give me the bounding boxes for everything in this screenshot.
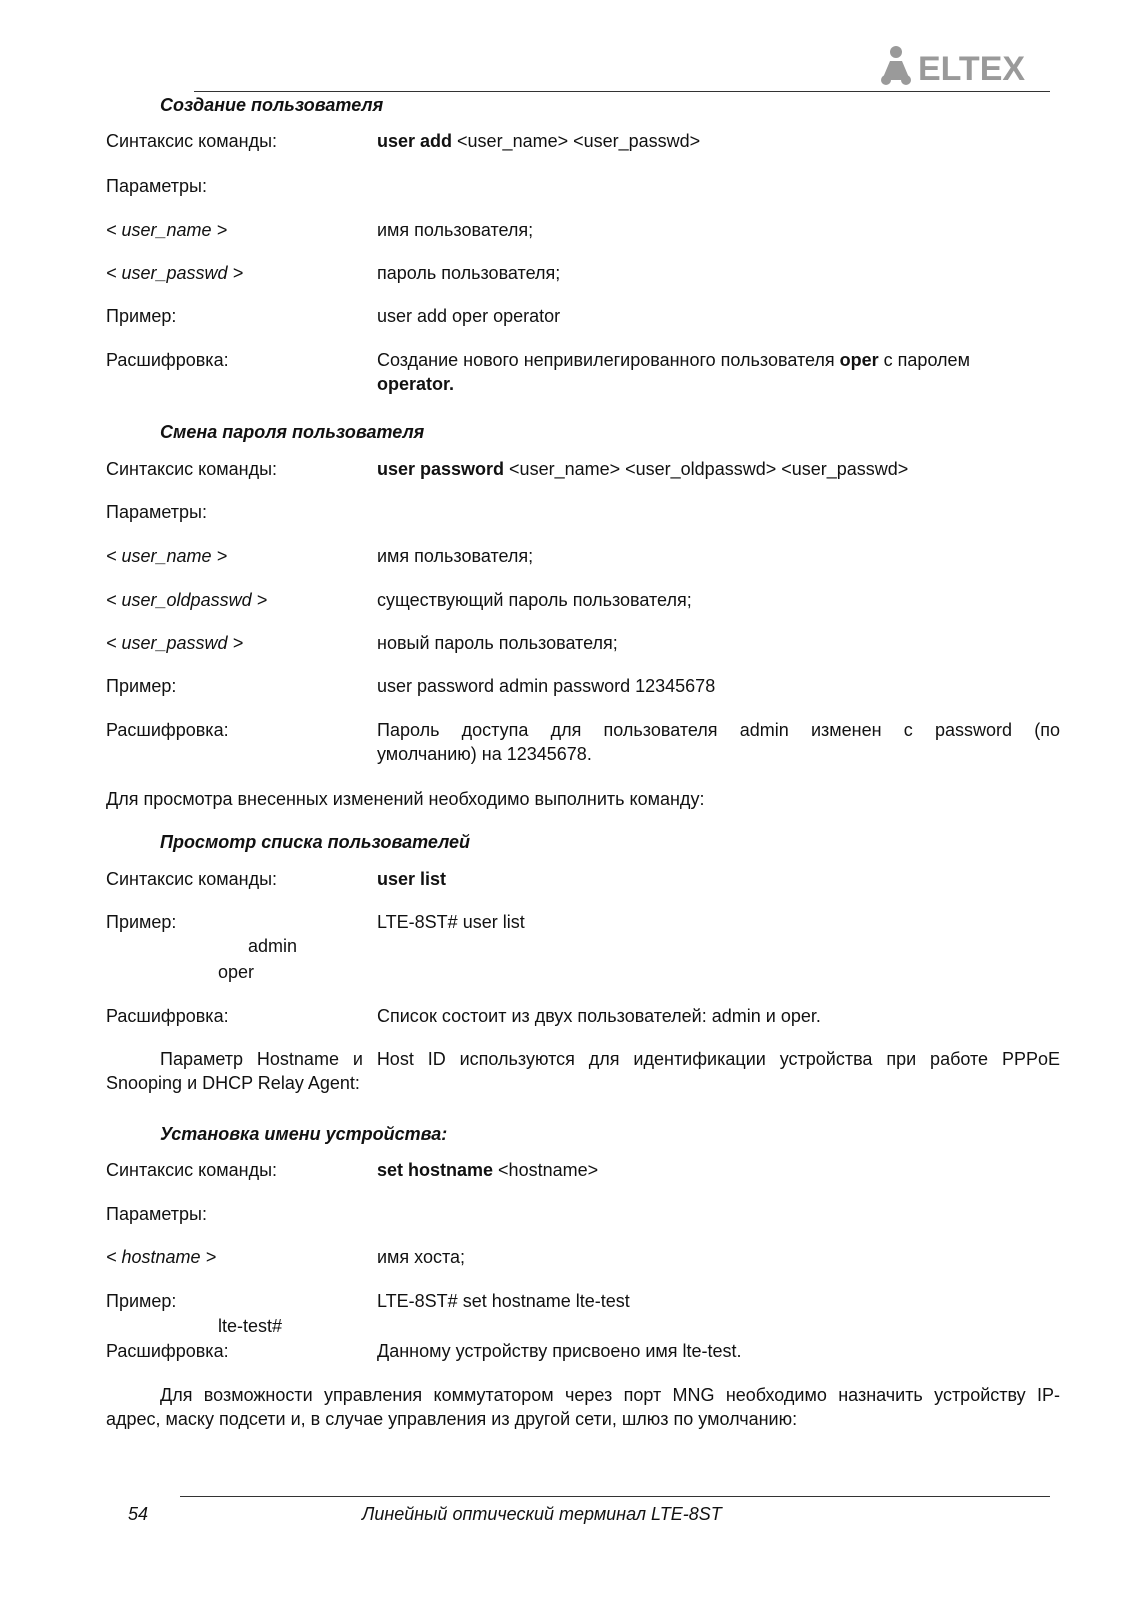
example-value: user password admin password 12345678: [377, 676, 716, 696]
param-desc: имя пользователя;: [377, 220, 534, 240]
paragraph-text: адрес, маску подсети и, в случае управления из другой сети, шлюз по умолчанию:: [106, 1409, 798, 1429]
paragraph-text: Для возможности управления коммутатором через порт MNG необходимо назначить устройству IP-: [160, 1385, 1060, 1405]
decode-label: Расшифровка:: [106, 1006, 229, 1026]
command-args: <user_name> <user_passwd>: [452, 131, 701, 151]
params-label: Параметры:: [106, 176, 207, 196]
section-title-change-password: Смена пароля пользователя: [160, 422, 425, 442]
decode-value: умолчанию) на 12345678.: [377, 744, 592, 764]
param-name: < user_passwd >: [106, 263, 244, 283]
decode-value: Данному устройству присвоено имя lte-test.: [377, 1341, 742, 1361]
example-label: Пример:: [106, 306, 177, 326]
decode-text: с паролем: [878, 350, 970, 370]
param-name: < user_name >: [106, 220, 228, 240]
command-args: <hostname>: [493, 1160, 599, 1180]
example-label: Пример:: [106, 1291, 177, 1311]
param-name: < user_passwd >: [106, 633, 244, 653]
command-keyword: set hostname: [377, 1160, 494, 1180]
param-desc: новый пароль пользователя;: [377, 633, 618, 653]
section-title-user-list: Просмотр списка пользователей: [160, 832, 471, 852]
syntax-value: [377, 130, 700, 153]
example-value: LTE-8ST# user list: [377, 912, 525, 932]
header-rule: [194, 91, 1050, 92]
command-keyword: user add: [377, 131, 453, 151]
command-keyword: user list: [377, 869, 447, 889]
logo-wordmark: ELTEX: [918, 50, 1026, 88]
footer-rule: [180, 1496, 1050, 1497]
output-line: lte-test#: [218, 1316, 283, 1336]
decode-value: [377, 349, 970, 372]
syntax-label: Синтаксис команды:: [106, 1160, 278, 1180]
syntax-label: Синтаксис команды:: [106, 869, 278, 889]
note-text: Для просмотра внесенных изменений необходимо выполнить команду:: [106, 789, 705, 809]
decode-label: Расшифровка:: [106, 1341, 229, 1361]
paragraph-text: Snooping и DHCP Relay Agent:: [106, 1073, 360, 1093]
command-keyword: user password: [377, 459, 505, 479]
section-title-hostname: Установка имени устройства:: [160, 1124, 448, 1144]
param-desc: имя хоста;: [377, 1247, 466, 1267]
output-line: admin: [248, 936, 298, 956]
example-value: LTE-8ST# set hostname lte-test: [377, 1291, 630, 1311]
decode-text: Создание нового непривилегированного пользователя: [377, 350, 840, 370]
decode-label: Расшифровка:: [106, 720, 229, 740]
command-args: <user_name> <user_oldpasswd> <user_passwd>: [504, 459, 909, 479]
decode-label: Расшифровка:: [106, 350, 229, 370]
eltex-logo: [878, 44, 1048, 88]
footer-doc-title: Линейный оптический терминал LTE-8ST: [362, 1504, 722, 1524]
param-desc: имя пользователя;: [377, 546, 534, 566]
param-name: < user_oldpasswd >: [106, 590, 268, 610]
decode-user: oper: [839, 350, 879, 370]
syntax-value: [377, 458, 908, 481]
eltex-logo-icon: [878, 44, 1048, 88]
syntax-label: Синтаксис команды:: [106, 459, 278, 479]
params-label: Параметры:: [106, 1204, 207, 1224]
param-desc: пароль пользователя;: [377, 263, 561, 283]
output-line: oper: [218, 962, 255, 982]
param-name: < user_name >: [106, 546, 228, 566]
syntax-label: Синтаксис команды:: [106, 131, 278, 151]
param-name: < hostname >: [106, 1247, 217, 1267]
params-label: Параметры:: [106, 502, 207, 522]
example-label: Пример:: [106, 676, 177, 696]
decode-value: Пароль доступа для пользователя admin изменен с password (по: [377, 720, 1060, 740]
page-number: 54: [128, 1504, 149, 1524]
decode-password: operator.: [377, 374, 455, 394]
syntax-value: [377, 1159, 598, 1182]
example-value: user add oper operator: [377, 306, 561, 326]
example-label: Пример:: [106, 912, 177, 932]
decode-value: Список состоит из двух пользователей: admin и oper.: [377, 1006, 821, 1026]
param-desc: существующий пароль пользователя;: [377, 590, 692, 610]
section-title-create-user: Создание пользователя: [160, 95, 384, 115]
paragraph-text: Параметр Hostname и Host ID используются для идентификации устройства при работе PPPoE: [160, 1049, 1060, 1069]
